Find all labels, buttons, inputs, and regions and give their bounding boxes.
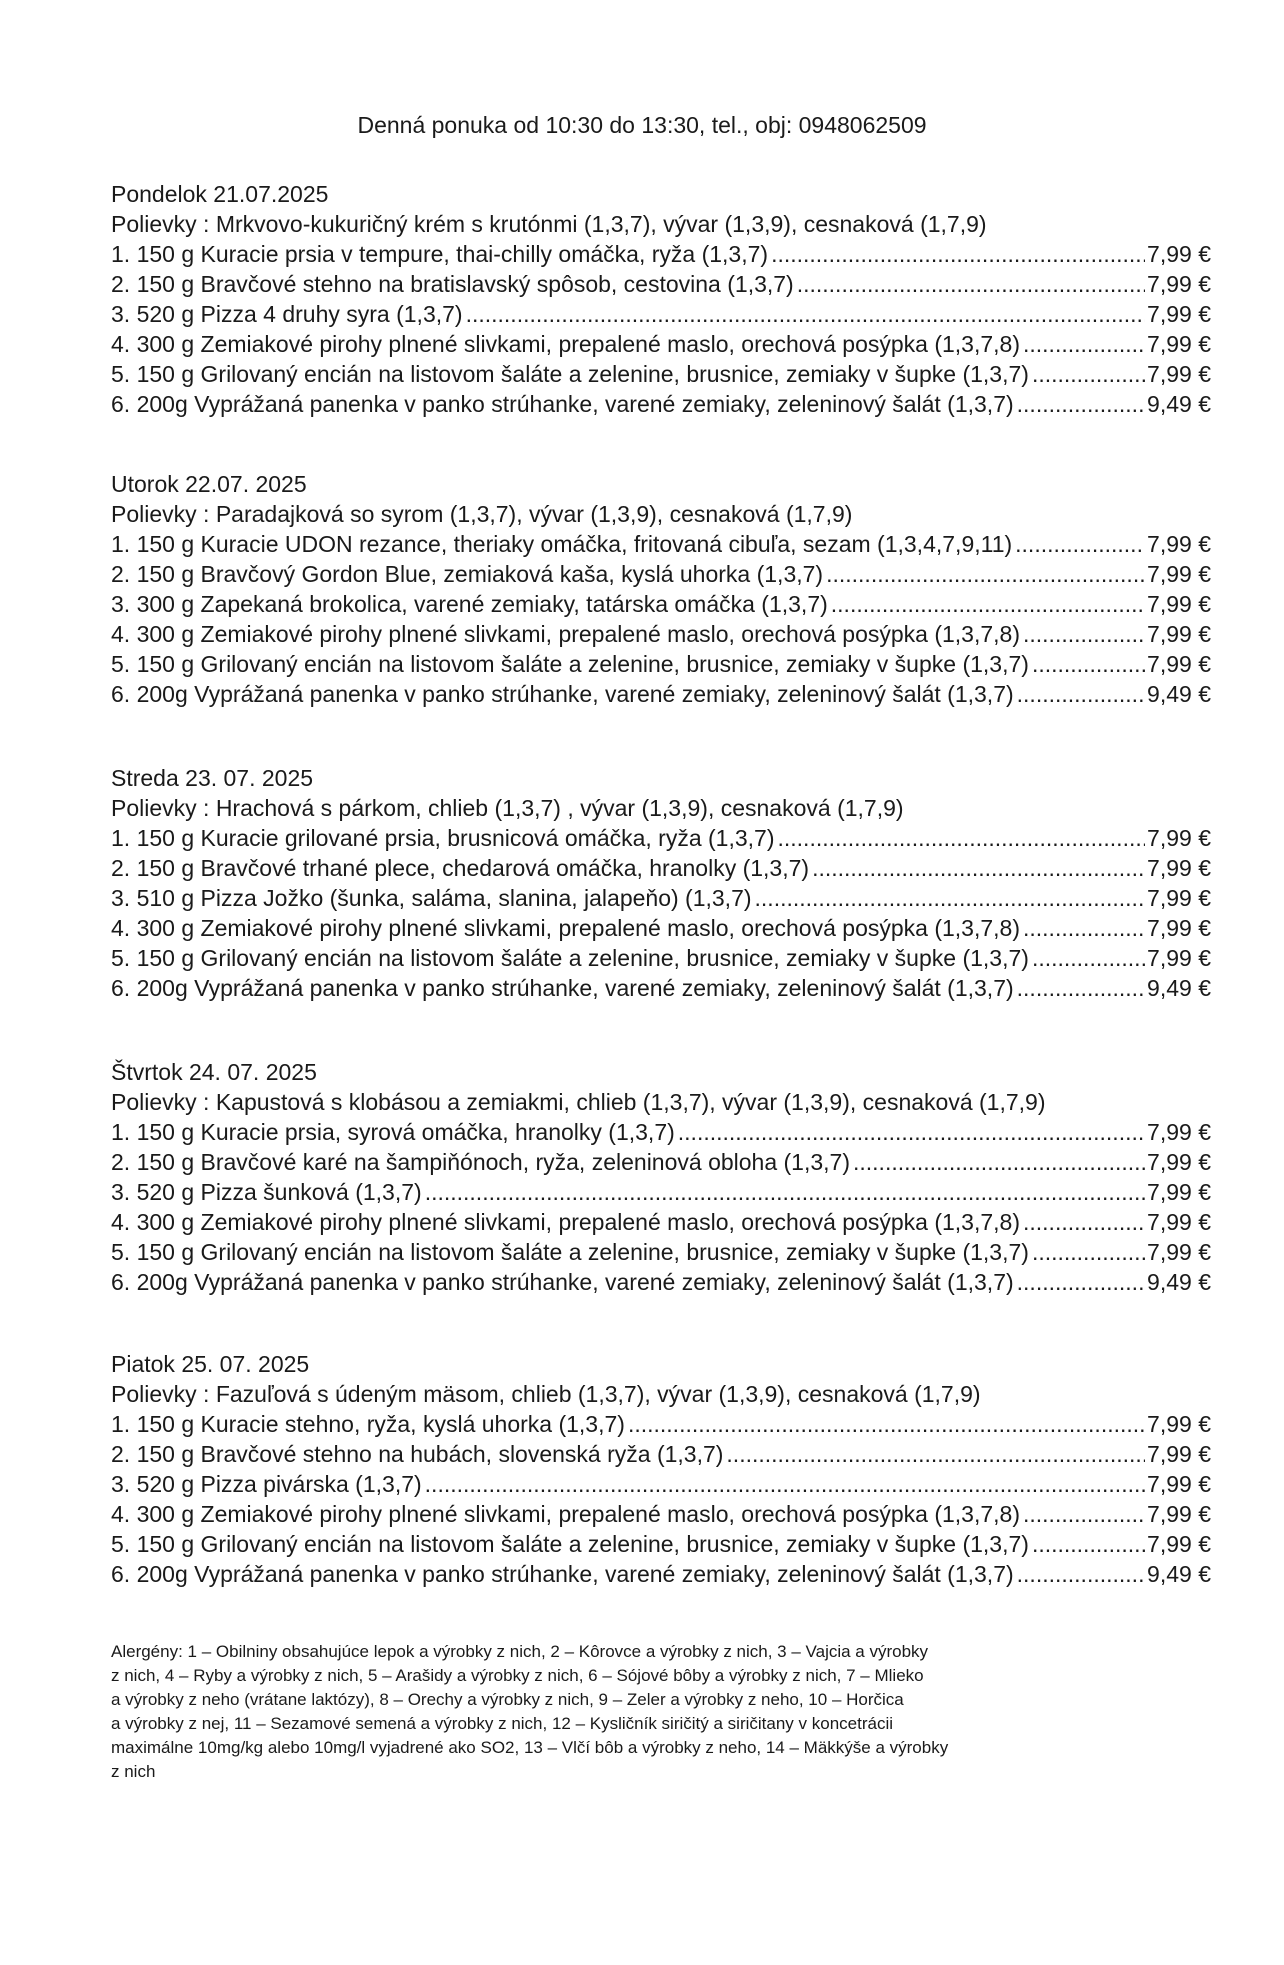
menu-item xyxy=(111,359,1211,389)
item-price: 7,99 € xyxy=(1147,361,1211,387)
item-text: 5. 150 g Grilovaný encián na listovom šaláte a zelenine, brusnice, zemiaky v šupke (1,3,7) xyxy=(111,651,1029,677)
menu-item xyxy=(111,299,1211,329)
dot-leader xyxy=(1014,679,1145,709)
item-text: 6. 200g Vyprážaná panenka v panko strúhanke, varené zemiaky, zeleninový šalát (1,3,7) xyxy=(111,681,1014,707)
item-price: 9,49 € xyxy=(1147,681,1211,707)
day-title: Streda 23. 07. 2025 xyxy=(111,765,314,791)
item-text: 1. 150 g Kuracie grilované prsia, brusnicová omáčka, ryža (1,3,7) xyxy=(111,825,775,851)
item-price: 7,99 € xyxy=(1147,1531,1211,1557)
item-price: 7,99 € xyxy=(1147,1441,1211,1467)
item-text: 5. 150 g Grilovaný encián na listovom šaláte a zelenine, brusnice, zemiaky v šupke (1,3,7) xyxy=(111,945,1029,971)
item-price: 7,99 € xyxy=(1147,331,1211,357)
soups-line: Polievky : Paradajková so syrom (1,3,7), vývar (1,3,9), cesnaková (1,7,9) xyxy=(111,501,853,527)
item-text: 6. 200g Vyprážaná panenka v panko strúhanke, varené zemiaky, zeleninový šalát (1,3,7) xyxy=(111,1561,1014,1587)
item-price: 7,99 € xyxy=(1147,825,1211,851)
item-text: 5. 150 g Grilovaný encián na listovom šaláte a zelenine, brusnice, zemiaky v šupke (1,3,7) xyxy=(111,361,1029,387)
soups-line: Polievky : Hrachová s párkom, chlieb (1,3,7) , vývar (1,3,9), cesnaková (1,7,9) xyxy=(111,795,904,821)
item-text: 6. 200g Vyprážaná panenka v panko strúhanke, varené zemiaky, zeleninový šalát (1,3,7) xyxy=(111,1269,1014,1295)
day-block-friday xyxy=(111,1349,1211,1589)
dot-leader xyxy=(794,269,1145,299)
dot-leader xyxy=(675,1117,1145,1147)
dot-leader xyxy=(1029,1529,1145,1559)
item-text: 4. 300 g Zemiakové pirohy plnené slivkami, prepalené maslo, orechová posýpka (1,3,7,8) xyxy=(111,1501,1020,1527)
item-price: 7,99 € xyxy=(1147,561,1211,587)
item-text: 4. 300 g Zemiakové pirohy plnené slivkami, prepalené maslo, orechová posýpka (1,3,7,8) xyxy=(111,621,1020,647)
item-price: 7,99 € xyxy=(1147,241,1211,267)
menu-item xyxy=(111,619,1211,649)
dot-leader xyxy=(809,853,1145,883)
item-text: 3. 300 g Zapekaná brokolica, varené zemiaky, tatárska omáčka (1,3,7) xyxy=(111,591,828,617)
dot-leader xyxy=(1029,1237,1145,1267)
item-text: 2. 150 g Bravčové stehno na bratislavský spôsob, cestovina (1,3,7) xyxy=(111,271,794,297)
day-block-thursday xyxy=(111,1057,1211,1297)
dot-leader xyxy=(723,1439,1145,1469)
item-text: 4. 300 g Zemiakové pirohy plnené slivkami, prepalené maslo, orechová posýpka (1,3,7,8) xyxy=(111,915,1020,941)
item-text: 3. 520 g Pizza pivárska (1,3,7) xyxy=(111,1471,422,1497)
item-price: 7,99 € xyxy=(1147,915,1211,941)
menu-item xyxy=(111,389,1211,419)
item-text: 5. 150 g Grilovaný encián na listovom šaláte a zelenine, brusnice, zemiaky v šupke (1,3,7) xyxy=(111,1531,1029,1557)
item-text: 5. 150 g Grilovaný encián na listovom šaláte a zelenine, brusnice, zemiaky v šupke (1,3,7) xyxy=(111,1239,1029,1265)
item-text: 1. 150 g Kuracie UDON rezance, theriaky omáčka, fritovaná cibuľa, sezam (1,3,4,7,9,11) xyxy=(111,531,1013,557)
menu-item xyxy=(111,1117,1211,1147)
dot-leader xyxy=(1020,329,1145,359)
dot-leader xyxy=(752,883,1146,913)
item-text: 6. 200g Vyprážaná panenka v panko strúhanke, varené zemiaky, zeleninový šalát (1,3,7) xyxy=(111,391,1014,417)
dot-leader xyxy=(422,1177,1145,1207)
item-price: 7,99 € xyxy=(1147,855,1211,881)
menu-item xyxy=(111,1439,1211,1469)
dot-leader xyxy=(1014,1267,1145,1297)
item-text: 1. 150 g Kuracie prsia v tempure, thai-chilly omáčka, ryža (1,3,7) xyxy=(111,241,769,267)
dot-leader xyxy=(625,1409,1145,1439)
item-text: 4. 300 g Zemiakové pirohy plnené slivkami, prepalené maslo, orechová posýpka (1,3,7,8) xyxy=(111,331,1020,357)
item-price: 7,99 € xyxy=(1147,301,1211,327)
day-block-monday xyxy=(111,179,1211,419)
day-title: Piatok 25. 07. 2025 xyxy=(111,1351,310,1377)
menu-item xyxy=(111,649,1211,679)
menu-item xyxy=(111,269,1211,299)
item-price: 9,49 € xyxy=(1147,1269,1211,1295)
item-price: 7,99 € xyxy=(1147,1501,1211,1527)
dot-leader xyxy=(1012,529,1145,559)
item-text: 2. 150 g Bravčové karé na šampiňónoch, ryža, zeleninová obloha (1,3,7) xyxy=(111,1149,850,1175)
dot-leader xyxy=(1029,649,1145,679)
day-title: Utorok 22.07. 2025 xyxy=(111,471,307,497)
day-block-tuesday xyxy=(111,469,1211,709)
item-text: 3. 510 g Pizza Jožko (šunka, saláma, slanina, jalapeňo) (1,3,7) xyxy=(111,885,752,911)
menu-item xyxy=(111,1529,1211,1559)
menu-item xyxy=(111,559,1211,589)
allergen-line: z nich, 4 – Ryby a výrobky z nich, 5 – Arašidy a výrobky z nich, 6 – Sójové bôby a výrobky z nich, 7 – Mlieko xyxy=(111,1666,924,1685)
menu-item xyxy=(111,1147,1211,1177)
menu-item xyxy=(111,1559,1211,1589)
item-text: 2. 150 g Bravčové stehno na hubách, slovenská ryža (1,3,7) xyxy=(111,1441,724,1467)
menu-item xyxy=(111,589,1211,619)
dot-leader xyxy=(463,299,1145,329)
dot-leader xyxy=(422,1469,1145,1499)
item-text: 3. 520 g Pizza šunková (1,3,7) xyxy=(111,1179,422,1205)
dot-leader xyxy=(1029,359,1145,389)
item-price: 9,49 € xyxy=(1147,975,1211,1001)
dot-leader xyxy=(823,559,1145,589)
menu-item xyxy=(111,529,1211,559)
soups-line: Polievky : Fazuľová s údeným mäsom, chlieb (1,3,7), vývar (1,3,9), cesnaková (1,7,9) xyxy=(111,1381,981,1407)
dot-leader xyxy=(1020,619,1145,649)
item-text: 4. 300 g Zemiakové pirohy plnené slivkami, prepalené maslo, orechová posýpka (1,3,7,8) xyxy=(111,1209,1020,1235)
dot-leader xyxy=(1020,913,1145,943)
item-price: 7,99 € xyxy=(1147,651,1211,677)
item-price: 9,49 € xyxy=(1147,391,1211,417)
dot-leader xyxy=(1014,1559,1145,1589)
menu-item xyxy=(111,823,1211,853)
item-text: 1. 150 g Kuracie stehno, ryža, kyslá uhorka (1,3,7) xyxy=(111,1411,625,1437)
menu-item xyxy=(111,853,1211,883)
item-price: 7,99 € xyxy=(1147,1471,1211,1497)
item-text: 2. 150 g Bravčové trhané plece, chedarová omáčka, hranolky (1,3,7) xyxy=(111,855,810,881)
menu-item xyxy=(111,943,1211,973)
menu-item xyxy=(111,1499,1211,1529)
dot-leader xyxy=(1014,973,1145,1003)
menu-item xyxy=(111,913,1211,943)
soups-line: Polievky : Mrkvovo-kukuričný krém s krutónmi (1,3,7), vývar (1,3,9), cesnaková (1,7,9) xyxy=(111,211,987,237)
item-text: 1. 150 g Kuracie prsia, syrová omáčka, hranolky (1,3,7) xyxy=(111,1119,675,1145)
item-price: 7,99 € xyxy=(1147,1179,1211,1205)
day-title: Štvrtok 24. 07. 2025 xyxy=(111,1059,317,1085)
item-text: 6. 200g Vyprážaná panenka v panko strúhanke, varené zemiaky, zeleninový šalát (1,3,7) xyxy=(111,975,1014,1001)
menu-item xyxy=(111,1177,1211,1207)
item-price: 7,99 € xyxy=(1147,621,1211,647)
allergen-line: a výrobky z neho (vrátane laktózy), 8 – Orechy a výrobky z nich, 9 – Zeler a výrobky z neho, 10 – Horčica xyxy=(111,1690,904,1709)
dot-leader xyxy=(850,1147,1145,1177)
allergen-line: maximálne 10mg/kg alebo 10mg/l vyjadrené ako SO2, 13 – Vlčí bôb a výrobky z neho, 14 – Mäkkýše a výrobky xyxy=(111,1738,949,1757)
item-text: 3. 520 g Pizza 4 druhy syra (1,3,7) xyxy=(111,301,463,327)
menu-item xyxy=(111,1267,1211,1297)
item-price: 7,99 € xyxy=(1147,1239,1211,1265)
item-price: 7,99 € xyxy=(1147,1209,1211,1235)
menu-item xyxy=(111,883,1211,913)
menu-item xyxy=(111,1409,1211,1439)
menu-item xyxy=(111,973,1211,1003)
dot-leader xyxy=(828,589,1145,619)
day-block-wednesday xyxy=(111,763,1211,1003)
dot-leader xyxy=(1029,943,1145,973)
soups-line: Polievky : Kapustová s klobásou a zemiakmi, chlieb (1,3,7), vývar (1,3,9), cesnaková (1,7,9) xyxy=(111,1089,1046,1115)
day-title: Pondelok 21.07.2025 xyxy=(111,181,329,207)
item-price: 7,99 € xyxy=(1147,531,1211,557)
allergen-line: Alergény: 1 – Obilniny obsahujúce lepok a výrobky z nich, 2 – Kôrovce a výrobky z nich, 3 – Vajcia a výrobky xyxy=(111,1642,929,1661)
dot-leader xyxy=(1020,1207,1145,1237)
item-price: 7,99 € xyxy=(1147,591,1211,617)
menu-item xyxy=(111,329,1211,359)
item-price: 7,99 € xyxy=(1147,945,1211,971)
item-price: 7,99 € xyxy=(1147,885,1211,911)
menu-item xyxy=(111,1237,1211,1267)
menu-item xyxy=(111,239,1211,269)
dot-leader xyxy=(1014,389,1145,419)
dot-leader xyxy=(1020,1499,1145,1529)
menu-item xyxy=(111,1207,1211,1237)
menu-header: Denná ponuka od 10:30 do 13:30, tel., obj: 0948062509 xyxy=(357,112,927,138)
item-price: 7,99 € xyxy=(1147,271,1211,297)
menu-item xyxy=(111,679,1211,709)
item-price: 7,99 € xyxy=(1147,1411,1211,1437)
item-price: 9,49 € xyxy=(1147,1561,1211,1587)
item-price: 7,99 € xyxy=(1147,1149,1211,1175)
allergen-line: a výrobky z nej, 11 – Sezamové semená a výrobky z nich, 12 – Kysličník siričitý a siričitany v koncetrácii xyxy=(111,1714,893,1733)
dot-leader xyxy=(775,823,1146,853)
menu-item xyxy=(111,1469,1211,1499)
dot-leader xyxy=(768,239,1145,269)
item-price: 7,99 € xyxy=(1147,1119,1211,1145)
allergen-line: z nich xyxy=(111,1762,156,1781)
allergen-list xyxy=(111,1640,1101,1784)
item-text: 2. 150 g Bravčový Gordon Blue, zemiaková kaša, kyslá uhorka (1,3,7) xyxy=(111,561,824,587)
